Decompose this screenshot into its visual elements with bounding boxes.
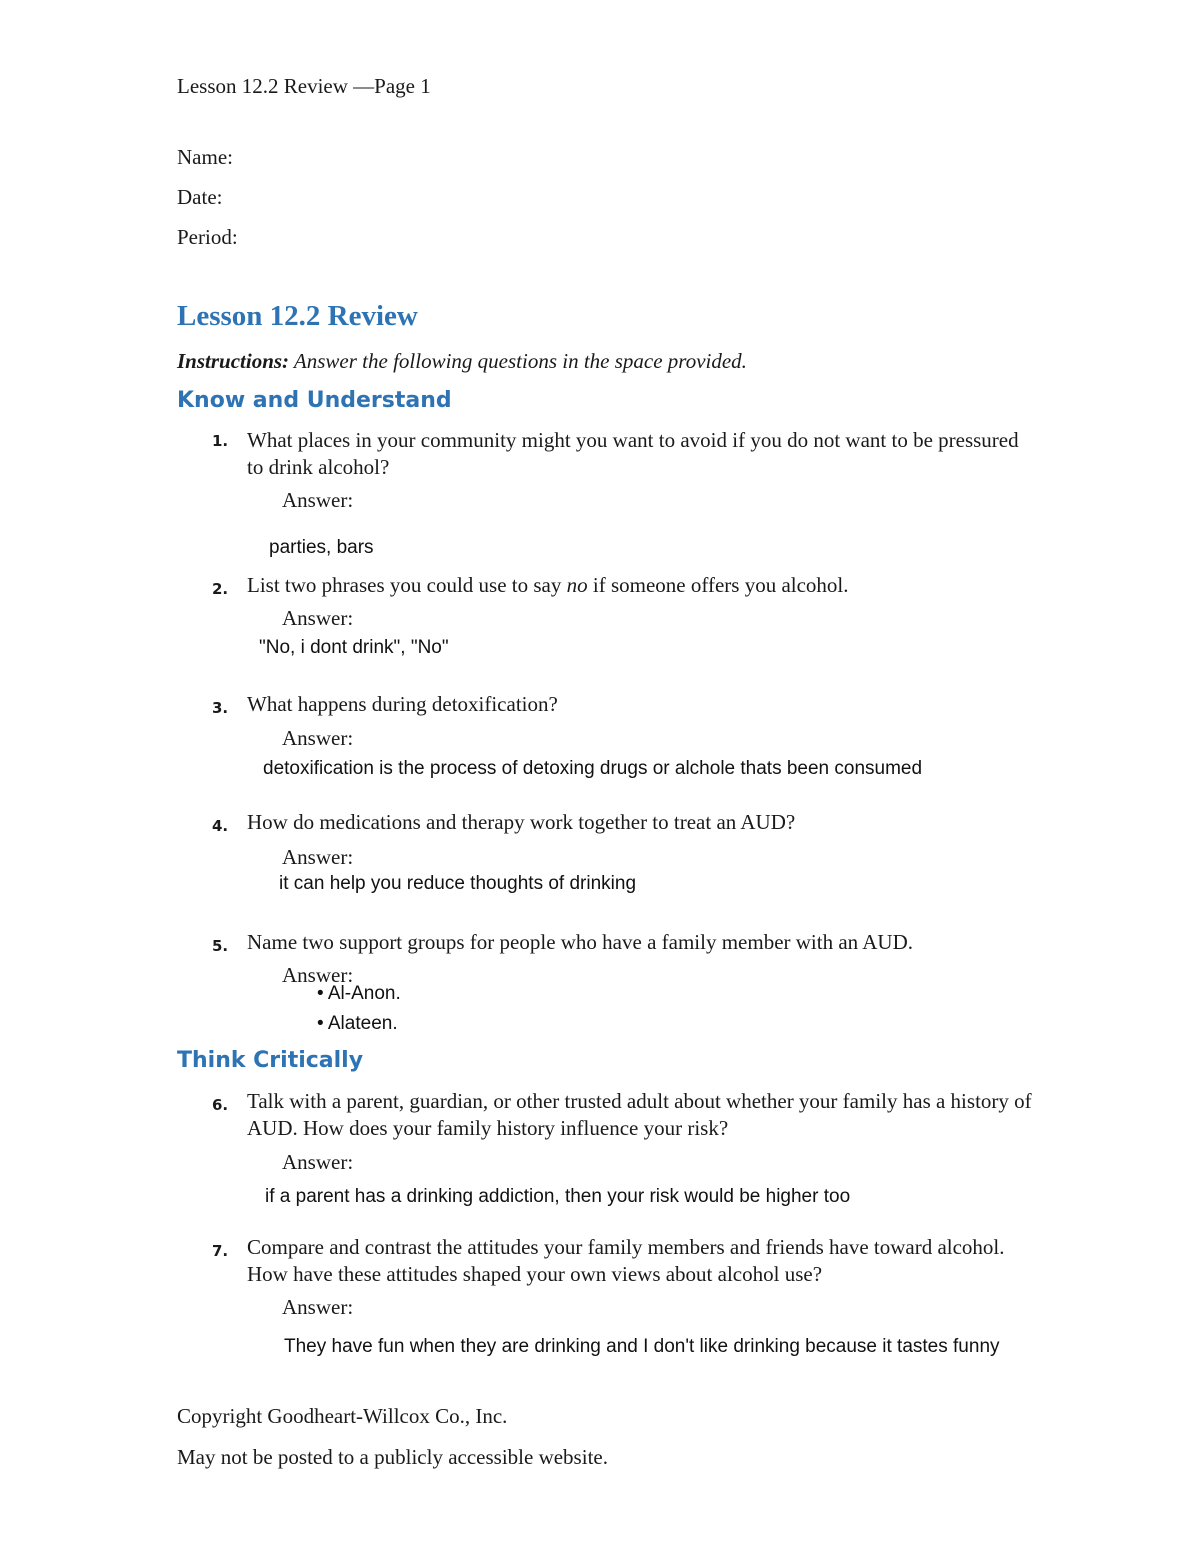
footer-notice: May not be posted to a publicly accessible website.	[177, 1445, 608, 1469]
document-title: Lesson 12.2 Review	[177, 300, 418, 332]
question-number: 4.	[212, 817, 229, 835]
answer-label: Answer:	[282, 726, 354, 750]
instructions	[177, 349, 747, 374]
answer-label: Answer:	[282, 488, 354, 512]
question-text: What places in your community might you want to avoid if you do not want to be pressured to drink alcohol?	[247, 428, 1019, 479]
answer-text: "No, i dont drink", "No"	[259, 637, 449, 658]
question-number: 6.	[212, 1096, 229, 1114]
answer-list-item: • Alateen.	[317, 1013, 398, 1034]
question-number: 7.	[212, 1242, 229, 1260]
section-heading-think: Think Critically	[177, 1048, 364, 1073]
question-number: 5.	[212, 937, 229, 955]
question-number: 1.	[212, 432, 229, 450]
page-header: Lesson 12.2 Review —Page 1	[177, 74, 431, 98]
answer-text: They have fun when they are drinking and I don't like drinking because it tastes funny	[284, 1336, 1000, 1357]
answer-label: Answer:	[282, 963, 354, 987]
answer-label: Answer:	[282, 845, 354, 869]
question-number: 3.	[212, 699, 229, 717]
answer-label: Answer:	[282, 1295, 354, 1319]
question-text: How do medications and therapy work together to treat an AUD?	[247, 810, 796, 834]
question-text: List two phrases you could use to say no if someone offers you alcohol.	[247, 573, 849, 597]
section-heading-know: Know and Understand	[177, 388, 452, 413]
question-text: Compare and contrast the attitudes your family members and friends have toward alcohol. How have these attitudes shaped your own views about alcohol use?	[247, 1235, 1005, 1286]
date-label: Date:	[177, 185, 223, 209]
answer-text: detoxification is the process of detoxing drugs or alchole thats been consumed	[263, 758, 923, 779]
answer-text: it can help you reduce thoughts of drinking	[279, 873, 637, 894]
period-label: Period:	[177, 225, 238, 249]
instructions-label: Instructions:	[177, 349, 290, 373]
question-text: Name two support groups for people who have a family member with an AUD.	[247, 930, 914, 954]
question-number: 2.	[212, 580, 229, 598]
question-text: What happens during detoxification?	[247, 692, 558, 716]
answer-list-item: • Al-Anon.	[317, 983, 401, 1004]
answer-label: Answer:	[282, 606, 354, 630]
footer-copyright: Copyright Goodheart-Willcox Co., Inc.	[177, 1404, 508, 1428]
emphasis-no: no	[566, 573, 588, 597]
name-label: Name:	[177, 145, 233, 169]
answer-label: Answer:	[282, 1150, 354, 1174]
instructions-text: Answer the following questions in the space provided.	[293, 349, 747, 373]
question-text: Talk with a parent, guardian, or other trusted adult about whether your family has a history of AUD. How does your family history influence your risk?	[247, 1089, 1032, 1140]
answer-text: parties, bars	[269, 537, 374, 558]
answer-text: if a parent has a drinking addiction, then your risk would be higher too	[265, 1186, 851, 1207]
